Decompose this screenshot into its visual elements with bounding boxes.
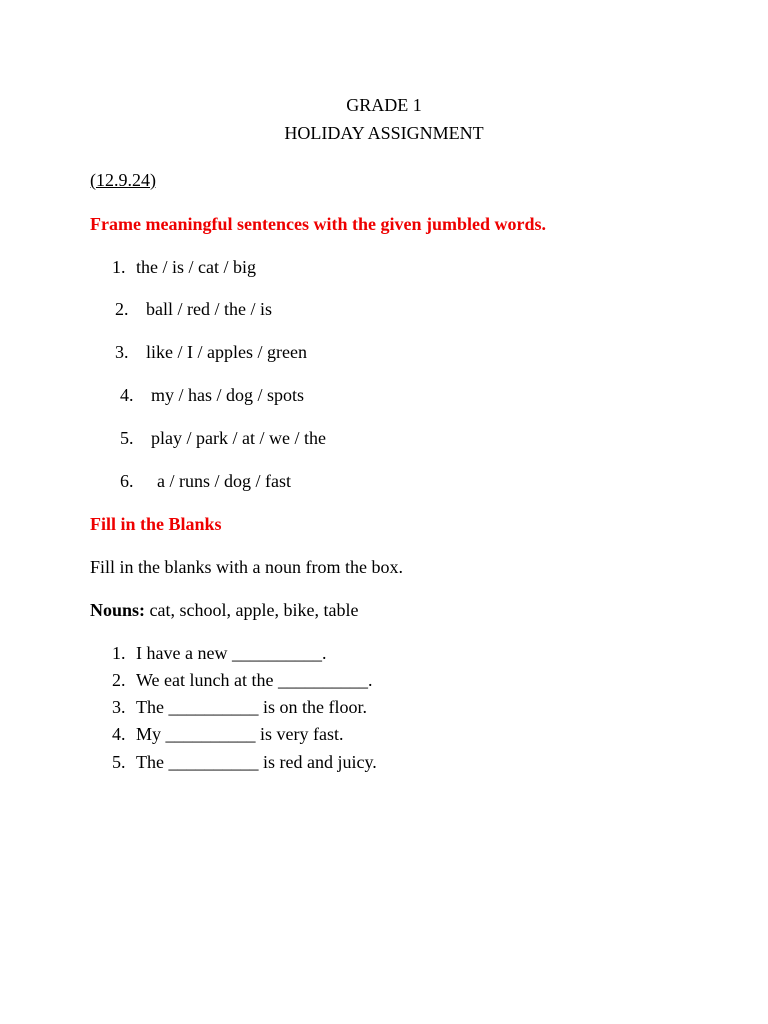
- jumbled-item-text: the / is / cat / big: [136, 257, 256, 277]
- jumbled-item-text: like / I / apples / green: [146, 342, 307, 362]
- nouns-list: cat, school, apple, bike, table: [149, 600, 359, 620]
- blank-item-number: 5.: [112, 752, 126, 772]
- section2-instruction: Fill in the blanks with a noun from the box.: [90, 557, 403, 577]
- jumbled-item-number: 4.: [120, 385, 134, 405]
- blank-item-number: 2.: [112, 670, 126, 690]
- blank-item-3: [112, 698, 367, 716]
- jumbled-item-number: 6.: [120, 471, 134, 491]
- blank-item-text: I have a new __________.: [136, 643, 327, 663]
- section2-heading: Fill in the Blanks: [90, 514, 222, 534]
- jumbled-item-number: 5.: [120, 428, 134, 448]
- blank-item-1: [112, 644, 326, 662]
- blank-item-number: 1.: [112, 643, 126, 663]
- jumbled-item-5: [120, 429, 326, 447]
- blank-item-text: The __________ is red and juicy.: [136, 752, 377, 772]
- nouns-line: [90, 601, 358, 619]
- jumbled-item-text: a / runs / dog / fast: [157, 471, 291, 491]
- jumbled-item-text: ball / red / the / is: [146, 299, 272, 319]
- blank-item-number: 4.: [112, 724, 126, 744]
- blank-item-text: My __________ is very fast.: [136, 724, 344, 744]
- jumbled-item-number: 3.: [115, 342, 129, 362]
- jumbled-item-text: my / has / dog / spots: [151, 385, 305, 405]
- jumbled-item-number: 1.: [112, 257, 126, 277]
- blank-item-4: [112, 725, 343, 743]
- blank-item-5: [112, 753, 377, 771]
- blank-item-2: [112, 671, 373, 689]
- jumbled-item-6: [120, 472, 291, 490]
- section1-heading: Frame meaningful sentences with the given jumbled words.: [90, 214, 546, 234]
- nouns-label: Nouns:: [90, 600, 146, 620]
- jumbled-item-2: [115, 300, 272, 318]
- assignment-date: (12.9.24): [90, 170, 156, 190]
- blank-item-number: 3.: [112, 697, 126, 717]
- jumbled-item-number: 2.: [115, 299, 129, 319]
- assignment-title: HOLIDAY ASSIGNMENT: [284, 123, 484, 143]
- jumbled-item-4: [120, 386, 304, 404]
- blank-item-text: We eat lunch at the __________.: [136, 670, 373, 690]
- blank-item-text: The __________ is on the floor.: [136, 697, 367, 717]
- jumbled-item-text: play / park / at / we / the: [151, 428, 326, 448]
- jumbled-item-1: [112, 258, 256, 276]
- jumbled-item-3: [115, 343, 307, 361]
- grade-label: GRADE 1: [346, 95, 422, 115]
